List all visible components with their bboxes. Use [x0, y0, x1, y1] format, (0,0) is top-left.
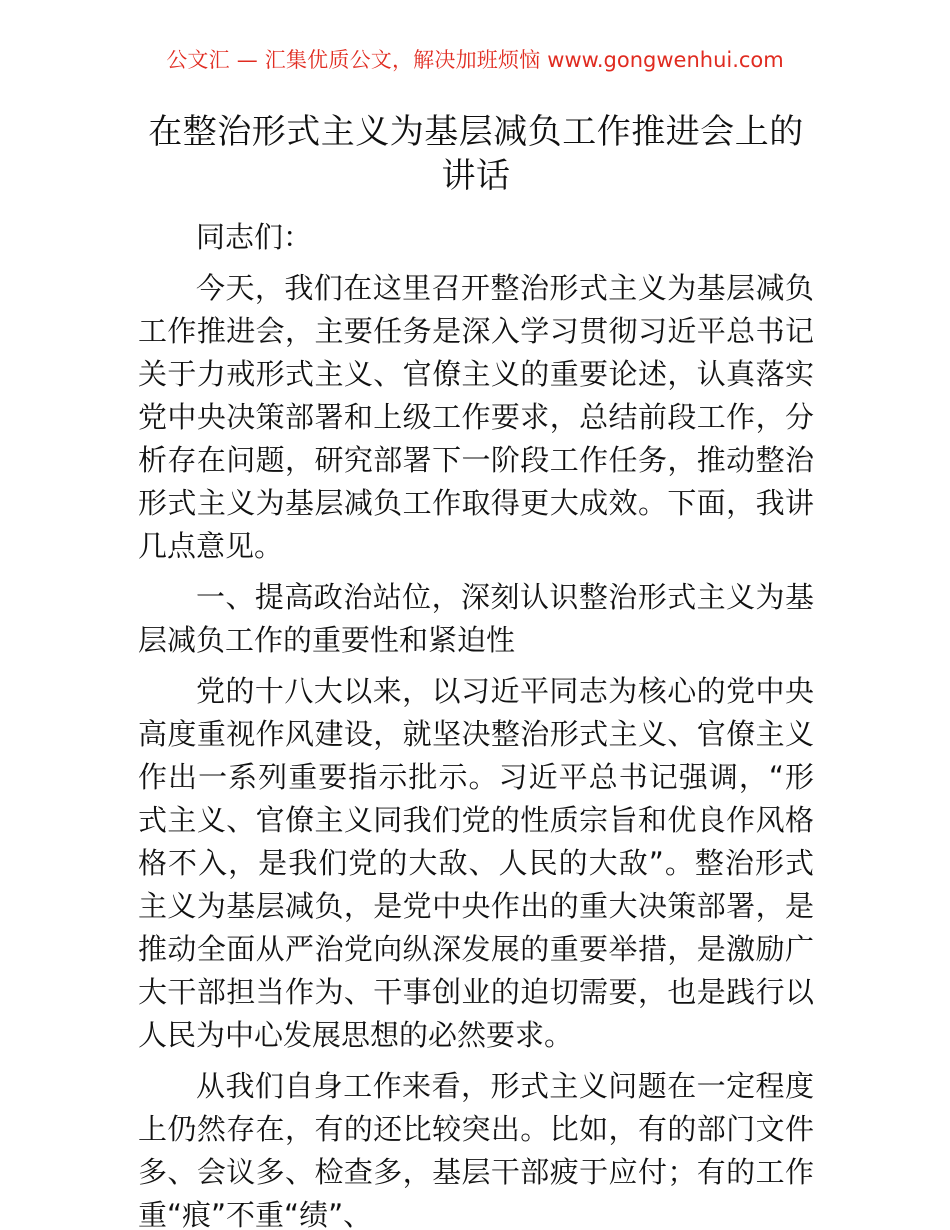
section-heading-one: 一、提高政治站位，深刻认识整治形式主义为基层减负工作的重要性和紧迫性: [138, 580, 814, 657]
watermark-url-text: www.gongwenhui.com: [547, 48, 784, 72]
paragraph-own-work: 从我们自身工作来看，形式主义问题在一定程度上仍然存在，有的还比较突出。比如，有的部门文件多、会议多、检查多，基层干部疲于应付；有的工作重“痕”不重“绩”、: [138, 1069, 814, 1230]
watermark-brand-text: 公文汇 — 汇集优质公文，解决加班烦恼: [166, 48, 548, 72]
document-content: [138, 110, 814, 1230]
salutation: 同志们：: [196, 220, 313, 254]
paragraph-since-18th-congress: 党的十八大以来，以习近平同志为核心的党中央高度重视作风建设，就坚决整治形式主义、官僚主义作出一系列重要指示批示。习近平总书记强调，“形式主义、官僚主义同我们党的性质宗旨和优良作风格格不入，是我们党的大敌、人民的大敌”。整治形式主义为基层减负，是党中央作出的重大决策部署，是推动全面从严治党向纵深发展的重要举措，是激励广大干部担当作为、干事创业的迫切需要，也是践行以人民为中心发展思想的必然要求。: [138, 674, 814, 1052]
paragraph-opening: 今天，我们在这里召开整治形式主义为基层减负工作推进会，主要任务是深入学习贯彻习近平总书记关于力戒形式主义、官僚主义的重要论述，认真落实党中央决策部署和上级工作要求，总结前段工作，分析存在问题，研究部署下一阶段工作任务，推动整治形式主义为基层减负工作取得更大成效。下面，我讲几点意见。: [138, 271, 814, 563]
page-title: 在整治形式主义为基层减负工作推进会上的讲话: [148, 112, 804, 196]
site-watermark-banner: [0, 46, 950, 74]
